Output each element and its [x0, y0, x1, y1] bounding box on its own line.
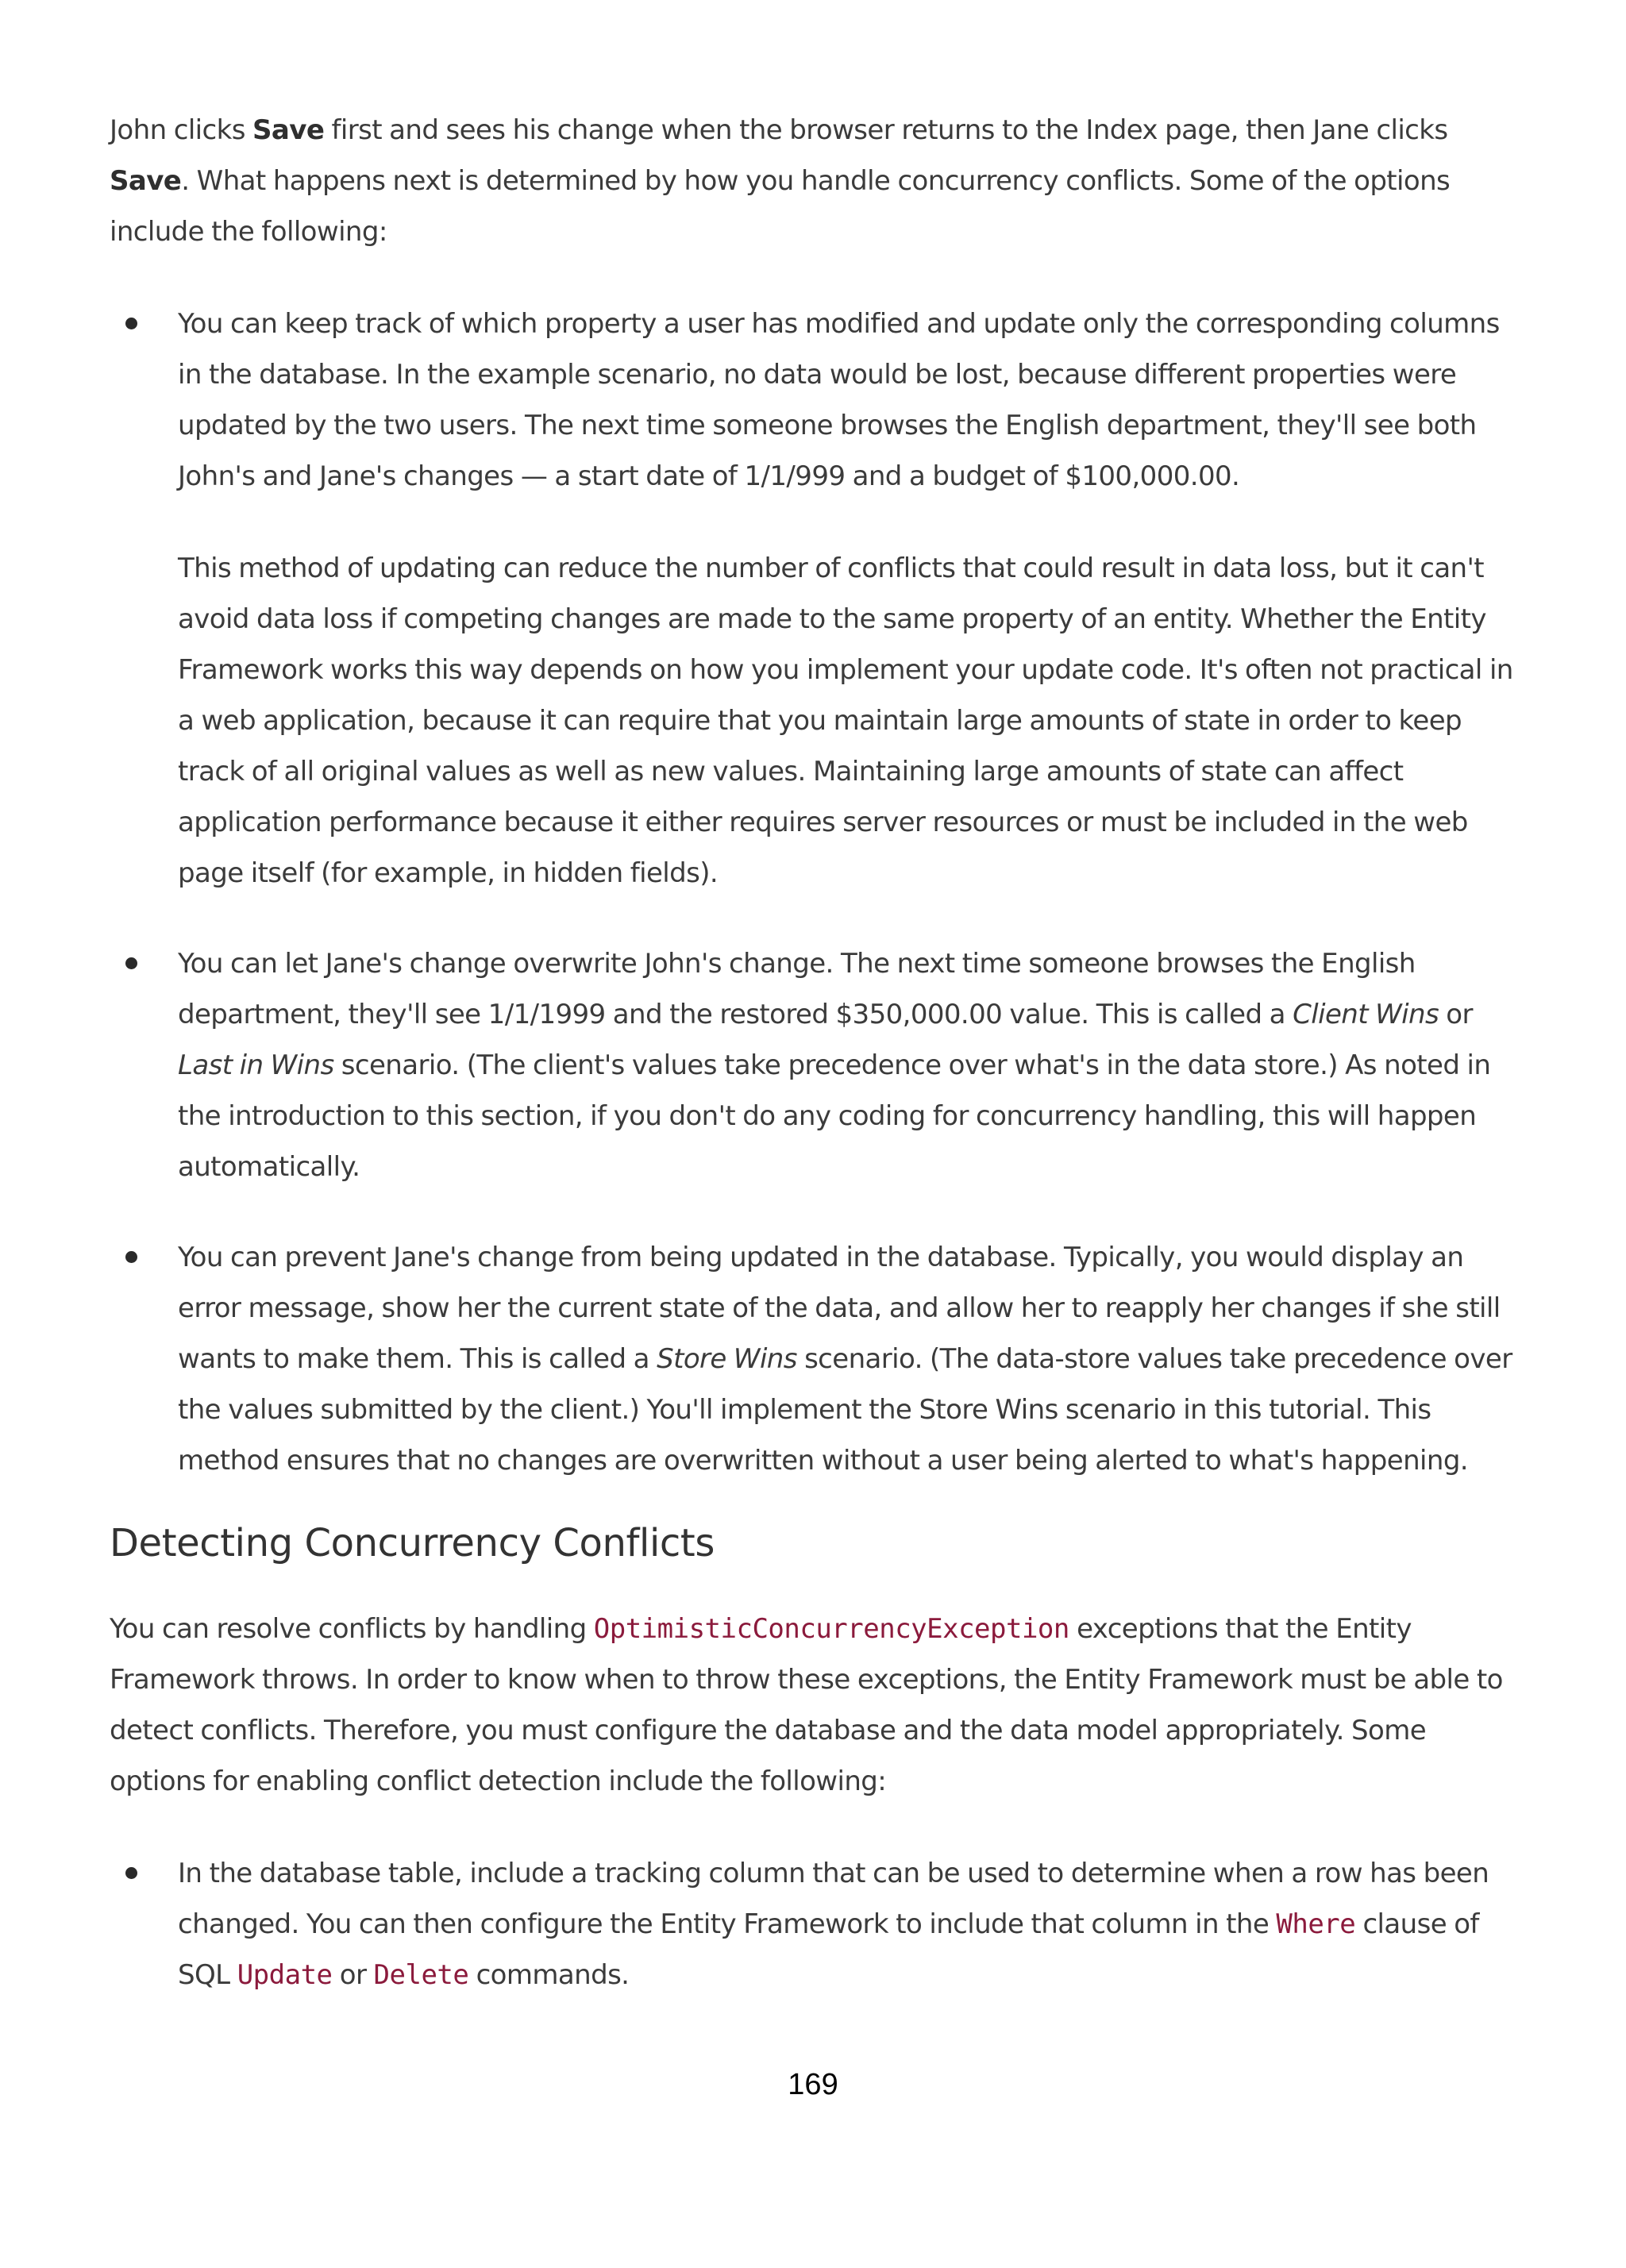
client-wins-term: Client Wins	[1293, 999, 1439, 1030]
document-page	[110, 105, 1515, 2040]
intro-text-3: . What happens next is determined by how you handle concurrency conflicts. Some of the options include the following:	[110, 165, 1451, 248]
page-number: 169	[788, 2068, 838, 2101]
save-term-2: Save	[110, 165, 182, 197]
bullet-icon	[125, 318, 137, 329]
detection-option-paragraph	[178, 1848, 1515, 2000]
detection-options-list	[110, 1848, 1515, 2000]
bullet-icon	[125, 1867, 137, 1879]
option-1-paragraph-2: This method of updating can reduce the number of conflicts that could result in data loss, but it can't avoid data loss if competing changes are made to the same property of an entity. Whether the Entity Framework works this way depends on how you implement your update code. It's often not practical in a web application, because it can require that you maintain large amounts of state in order to keep track of all original values as well as new values. Maintaining large amounts of state can affect application performance because it either requires server resources or must be included in the web page itself (for example, in hidden fields).	[178, 553, 1513, 889]
option-2-text-2: or	[1439, 999, 1473, 1030]
intro-paragraph	[110, 105, 1515, 257]
list-item	[110, 938, 1515, 1192]
option-3-text-2: scenario. (The data-store values take precedence over the values submitted by the client.) You'll implement the Store Wins scenario in this tutorial. This method ensures that no changes are overwritten without a user being alerted to what's happening.	[178, 1343, 1512, 1477]
optimistic-concurrency-exception-code: OptimisticConcurrencyException	[593, 1613, 1069, 1645]
where-code: Where	[1276, 1908, 1356, 1940]
option-2-text-3: scenario. (The client's values take precedence over what's in the data store.) As noted in the introduction to this section, if you don't do any coding for concurrency handling, this will happen automatically.	[178, 1049, 1491, 1183]
section-paragraph	[110, 1604, 1515, 1807]
detection-text-2: clause of SQL	[178, 1908, 1479, 1991]
bullet-icon	[125, 957, 137, 969]
option-1-paragraph-1: You can keep track of which property a user has modified and update only the corresponding columns in the database. In the example scenario, no data would be lost, because different properties were updated by the two users. The next time someone browses the English department, they'll see both John's and Jane's changes — a start date of 1/1/999 and a budget of $100,000.00.	[178, 308, 1500, 492]
section-text-1: You can resolve conflicts by handling	[110, 1613, 594, 1645]
detection-text-4: commands.	[468, 1959, 630, 1991]
intro-text-1: John clicks	[110, 114, 253, 146]
bullet-icon	[125, 1251, 137, 1263]
store-wins-term: Store Wins	[657, 1343, 797, 1375]
intro-text-2: first and sees his change when the browser returns to the Index page, then Jane clicks	[324, 114, 1448, 146]
list-item	[110, 1232, 1515, 1486]
list-item	[110, 298, 1515, 899]
option-3-paragraph	[178, 1232, 1515, 1486]
detection-text-3: or	[332, 1959, 374, 1991]
list-item	[110, 1848, 1515, 2000]
option-2-paragraph	[178, 938, 1515, 1192]
section-heading: Detecting Concurrency Conflicts	[110, 1521, 715, 1565]
option-3-text-1: You can prevent Jane's change from being updated in the database. Typically, you would display an error message, show her the current state of the data, and allow her to reapply her changes if she still wants to make them. This is called a	[178, 1242, 1501, 1375]
update-code: Update	[237, 1959, 333, 1991]
save-term-1: Save	[252, 114, 325, 146]
detection-text-1: In the database table, include a tracking column that can be used to determine when a row has been changed. You can then configure the Entity Framework to include that column in the	[178, 1858, 1489, 1940]
concurrency-options-list	[110, 298, 1515, 1486]
delete-code: Delete	[373, 1959, 469, 1991]
last-in-wins-term: Last in Wins	[178, 1049, 334, 1081]
option-2-text-1: You can let Jane's change overwrite John's change. The next time someone browses the English department, they'll see 1/1/1999 and the restored $350,000.00 value. This is called a	[178, 948, 1416, 1030]
section-text-2: exceptions that the Entity Framework throws. In order to know when to throw these exceptions, the Entity Framework must be able to detect conflicts. Therefore, you must configure the database and the data model appropriately. Some options for enabling conflict detection include the following:	[110, 1613, 1503, 1797]
